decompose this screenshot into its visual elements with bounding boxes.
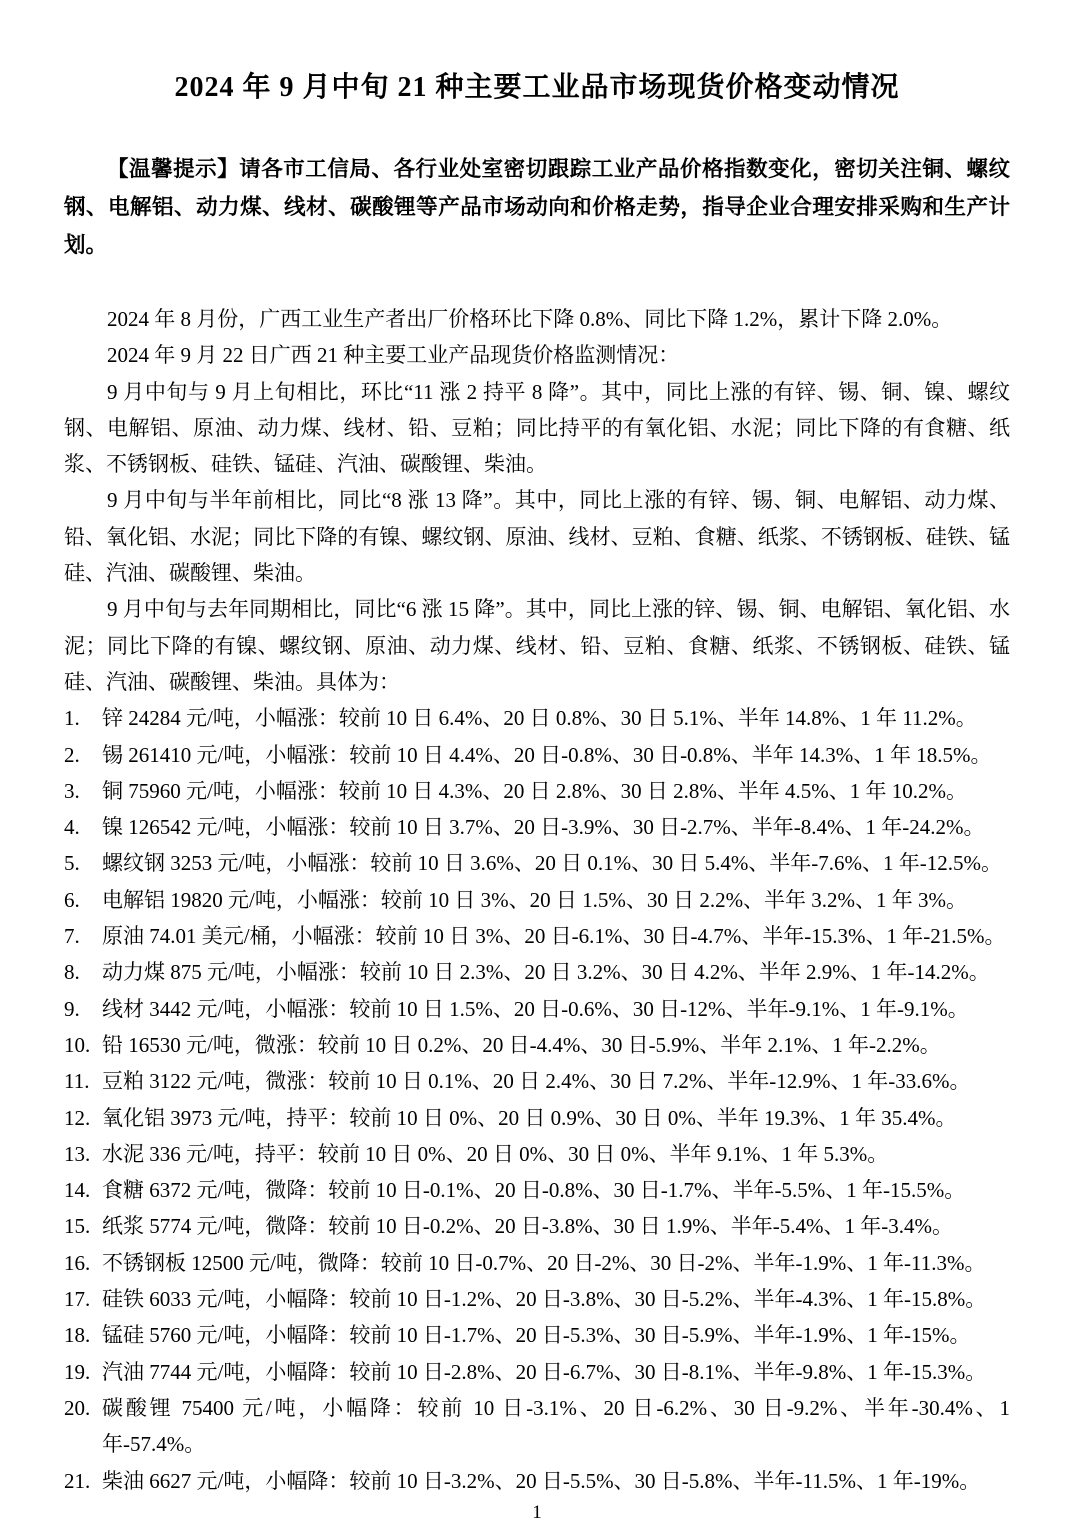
- price-list-item: [64, 1390, 1010, 1463]
- item-number: 7.: [64, 924, 80, 949]
- price-list-item: [64, 918, 1010, 954]
- item-text: 氧化铝 3973 元/吨，持平：较前 10 日 0%、20 日 0.9%、30 日 0%、半年 19.3%、1 年 35.4%。: [102, 1105, 957, 1130]
- item-number: 6.: [64, 887, 80, 912]
- price-list-item: [64, 1208, 1010, 1244]
- price-list-item: [64, 1172, 1010, 1208]
- price-list-item: [64, 1463, 1010, 1499]
- item-number: 16.: [64, 1250, 91, 1275]
- item-number: 19.: [64, 1359, 91, 1384]
- item-number: 3.: [64, 778, 80, 803]
- item-text: 锰硅 5760 元/吨，小幅降：较前 10 日-1.7%、20 日-5.3%、30 日-5.9%、半年-1.9%、1 年-15%。: [102, 1323, 971, 1348]
- price-list-item: [64, 1100, 1010, 1136]
- price-list-item: [64, 1317, 1010, 1353]
- item-number: 15.: [64, 1214, 91, 1239]
- price-list-item: [64, 809, 1010, 845]
- price-list-item: [64, 737, 1010, 773]
- item-number: 21.: [64, 1468, 91, 1493]
- notice-paragraph: [64, 150, 1010, 264]
- item-number: 14.: [64, 1178, 91, 1203]
- item-text: 螺纹钢 3253 元/吨，小幅涨：较前 10 日 3.6%、20 日 0.1%、30 日 5.4%、半年-7.6%、1 年-12.5%。: [102, 851, 1003, 876]
- item-text: 水泥 336 元/吨，持平：较前 10 日 0%、20 日 0%、30 日 0%、半年 9.1%、1 年 5.3%。: [102, 1141, 889, 1166]
- price-list-item: [64, 1281, 1010, 1317]
- item-text: 柴油 6627 元/吨，小幅降：较前 10 日-3.2%、20 日-5.5%、30 日-5.8%、半年-11.5%、1 年-19%。: [102, 1468, 981, 1493]
- price-list-item: [64, 1354, 1010, 1390]
- item-text: 锌 24284 元/吨，小幅涨：较前 10 日 6.4%、20 日 0.8%、30 日 5.1%、半年 14.8%、1 年 11.2%。: [102, 706, 977, 731]
- price-list: [64, 700, 1010, 1499]
- price-list-item: [64, 991, 1010, 1027]
- item-number: 10.: [64, 1032, 91, 1057]
- item-text: 豆粕 3122 元/吨，微涨：较前 10 日 0.1%、20 日 2.4%、30 日 7.2%、半年-12.9%、1 年-33.6%。: [102, 1069, 971, 1094]
- price-list-item: [64, 700, 1010, 736]
- item-text: 锡 261410 元/吨，小幅涨：较前 10 日 4.4%、20 日-0.8%、30 日-0.8%、半年 14.3%、1 年 18.5%。: [102, 742, 992, 767]
- document-title: 2024 年 9 月中旬 21 种主要工业品市场现货价格变动情况: [174, 72, 900, 103]
- item-number: 20.: [64, 1395, 91, 1420]
- item-text: 汽油 7744 元/吨，小幅降：较前 10 日-2.8%、20 日-6.7%、30 日-8.1%、半年-9.8%、1 年-15.3%。: [102, 1359, 987, 1384]
- item-text: 不锈钢板 12500 元/吨，微降：较前 10 日-0.7%、20 日-2%、30 日-2%、半年-1.9%、1 年-11.3%。: [102, 1250, 986, 1275]
- item-number: 2.: [64, 742, 80, 767]
- item-number: 17.: [64, 1287, 91, 1312]
- price-list-item: [64, 773, 1010, 809]
- notice-prefix: 【温馨提示】: [107, 157, 240, 181]
- price-list-item: [64, 1245, 1010, 1281]
- item-text: 硅铁 6033 元/吨，小幅降：较前 10 日-1.2%、20 日-3.8%、30 日-5.2%、半年-4.3%、1 年-15.8%。: [102, 1287, 987, 1312]
- item-text: 镍 126542 元/吨，小幅涨：较前 10 日 3.7%、20 日-3.9%、30 日-2.7%、半年-8.4%、1 年-24.2%。: [102, 815, 985, 840]
- paragraph-vs-early-month: 9 月中旬与 9 月上旬相比，环比“11 涨 2 持平 8 降”。其中，同比上涨的有锌、锡、铜、镍、螺纹钢、电解铝、原油、动力煤、线材、铅、豆粕；同比持平的有氧化铝、水泥；同比下降的有食糖、纸浆、不锈钢板、硅铁、锰硅、汽油、碳酸锂、柴油。: [64, 379, 1010, 477]
- page-number: 1: [532, 1501, 542, 1523]
- item-text: 碳酸锂 75400 元/吨，小幅降：较前 10 日-3.1%、20 日-6.2%、30 日-9.2%、半年-30.4%、1 年-57.4%。: [102, 1395, 1010, 1457]
- paragraph-ppi-summary: 2024 年 8 月份，广西工业生产者出厂价格环比下降 0.8%、同比下降 1.2%，累计下降 2.0%。: [107, 307, 953, 331]
- item-text: 线材 3442 元/吨，小幅涨：较前 10 日 1.5%、20 日-0.6%、30 日-12%、半年-9.1%、1 年-9.1%。: [102, 996, 969, 1021]
- item-text: 原油 74.01 美元/桶，小幅涨：较前 10 日 3%、20 日-6.1%、30 日-4.7%、半年-15.3%、1 年-21.5%。: [102, 924, 1006, 949]
- item-number: 4.: [64, 815, 80, 840]
- item-text: 铅 16530 元/吨，微涨：较前 10 日 0.2%、20 日-4.4%、30 日-5.9%、半年 2.1%、1 年-2.2%。: [102, 1032, 941, 1057]
- item-text: 纸浆 5774 元/吨，微降：较前 10 日-0.2%、20 日-3.8%、30 日 1.9%、半年-5.4%、1 年-3.4%。: [102, 1214, 954, 1239]
- document-body: [64, 301, 1010, 1499]
- item-text: 食糖 6372 元/吨，微降：较前 10 日-0.1%、20 日-0.8%、30 日-1.7%、半年-5.5%、1 年-15.5%。: [102, 1178, 966, 1203]
- item-number: 18.: [64, 1323, 91, 1348]
- item-number: 9.: [64, 996, 80, 1021]
- paragraph-monitor-date: 2024 年 9 月 22 日广西 21 种主要工业产品现货价格监测情况：: [107, 343, 680, 368]
- price-list-item: [64, 1136, 1010, 1172]
- paragraph-vs-half-year: 9 月中旬与半年前相比，同比“8 涨 13 降”。其中，同比上涨的有锌、锡、铜、电解铝、动力煤、铅、氧化铝、水泥；同比下降的有镍、螺纹钢、原油、线材、豆粕、食糖、纸浆、不锈钢板、硅铁、锰硅、汽油、碳酸锂、柴油。: [64, 488, 1010, 586]
- item-text: 动力煤 875 元/吨，小幅涨：较前 10 日 2.3%、20 日 3.2%、30 日 4.2%、半年 2.9%、1 年-14.2%。: [102, 960, 990, 985]
- item-text: 电解铝 19820 元/吨，小幅涨：较前 10 日 3%、20 日 1.5%、30 日 2.2%、半年 3.2%、1 年 3%。: [102, 887, 968, 912]
- price-list-item: [64, 882, 1010, 918]
- item-number: 13.: [64, 1141, 91, 1166]
- price-list-item: [64, 1063, 1010, 1099]
- item-number: 11.: [64, 1069, 90, 1094]
- price-list-item: [64, 845, 1010, 881]
- paragraph-vs-last-year: 9 月中旬与去年同期相比，同比“6 涨 15 降”。其中，同比上涨的锌、锡、铜、电解铝、氧化铝、水泥；同比下降的有镍、螺纹钢、原油、动力煤、线材、铅、豆粕、食糖、纸浆、不锈钢板、硅铁、锰硅、汽油、碳酸锂、柴油。具体为：: [64, 597, 1010, 694]
- item-number: 1.: [64, 706, 80, 731]
- item-text: 铜 75960 元/吨，小幅涨：较前 10 日 4.3%、20 日 2.8%、30 日 2.8%、半年 4.5%、1 年 10.2%。: [102, 778, 968, 803]
- price-list-item: [64, 1027, 1010, 1063]
- item-number: 12.: [64, 1105, 91, 1130]
- price-list-item: [64, 954, 1010, 990]
- item-number: 8.: [64, 960, 80, 985]
- notice-text: 请各市工信局、各行业处室密切跟踪工业产品价格指数变化，密切关注铜、螺纹钢、电解铝、动力煤、线材、碳酸锂等产品市场动向和价格走势，指导企业合理安排采购和生产计划。: [64, 157, 1010, 257]
- item-number: 5.: [64, 851, 80, 876]
